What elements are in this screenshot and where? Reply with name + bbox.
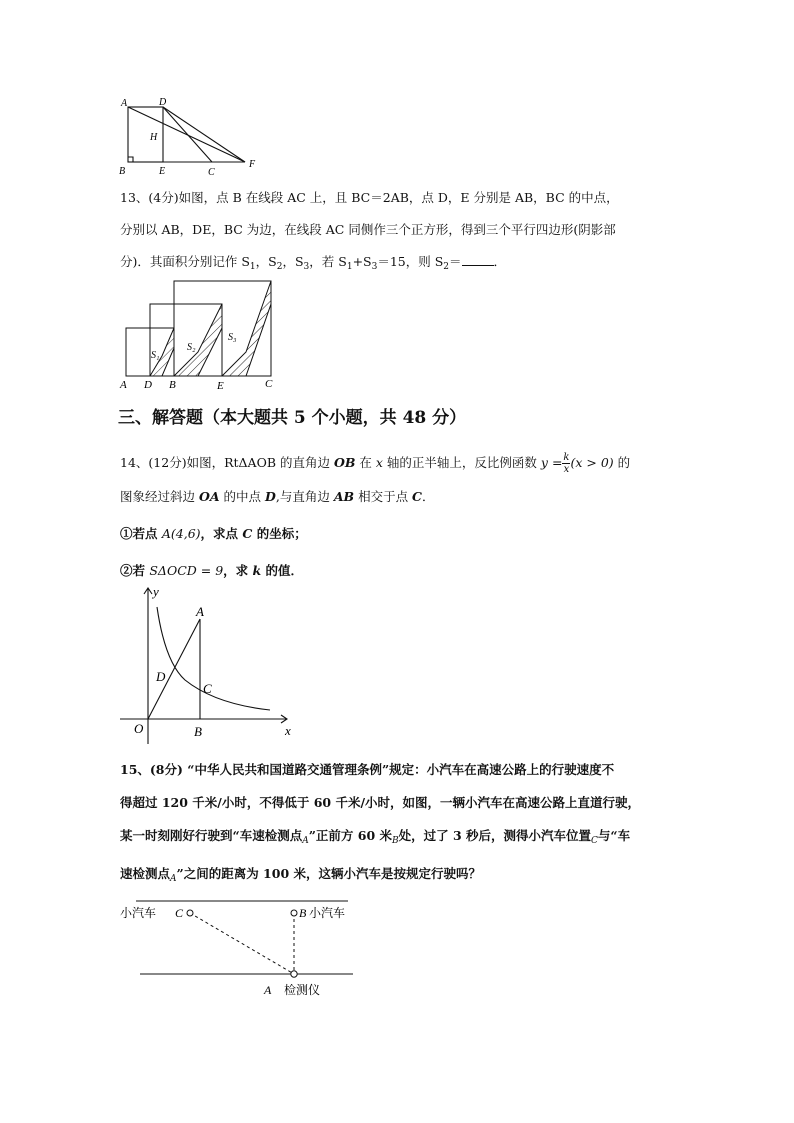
- sub: 2: [443, 262, 450, 272]
- label-C: C: [208, 167, 215, 178]
- q14-text: ．: [422, 489, 435, 504]
- point-a: A(4,6): [161, 526, 201, 541]
- q14-text: ①若点: [120, 526, 162, 541]
- point-b: [291, 910, 297, 916]
- label-S2: S₂: [187, 342, 196, 353]
- label-car-right: 小汽车: [309, 906, 346, 920]
- figure-q13: [115, 278, 290, 393]
- q15-text: 与“车: [597, 828, 631, 843]
- pt-c: C: [591, 836, 598, 846]
- label-x: x: [285, 723, 291, 738]
- right-angle-mark: [128, 157, 133, 162]
- pt-d: D: [265, 489, 276, 504]
- label-O: O: [134, 721, 144, 736]
- point-a: [291, 971, 297, 977]
- pt-a: A: [302, 836, 309, 846]
- q15-text: 某一时刻刚好行驶到“车速检测点: [120, 828, 303, 843]
- x-var: x: [375, 455, 383, 470]
- label-B: B: [169, 379, 176, 391]
- figure-q14: [115, 582, 300, 744]
- q13-text: +S: [352, 254, 372, 269]
- pt-b: B: [392, 836, 399, 846]
- label-y: y: [153, 584, 159, 599]
- label-A: A: [264, 983, 272, 997]
- point-c: [187, 910, 193, 916]
- q14-text: 图象经过斜边: [120, 489, 199, 504]
- figure-q12: [115, 95, 275, 180]
- label-E: E: [217, 380, 224, 392]
- q15-line3: [120, 826, 630, 846]
- sub: 2: [276, 262, 283, 272]
- q14-text: 轴的正半轴上，反比例函数: [382, 455, 541, 470]
- q13-line1: 13、(4分)如图，点 B 在线段 AC 上，且 BC＝2AB，点 D，E 分别是 AB，BC 的中点，: [120, 190, 619, 205]
- q14-text: 的: [613, 455, 631, 470]
- q13-text: 分)．其面积分别记作 S: [120, 254, 250, 269]
- q14-text: 的坐标；: [252, 526, 307, 541]
- q13-line2: 分别以 AB，DE，BC 为边，在线段 AC 同侧作三个正方形，得到三个平行四边形(阴影部: [120, 222, 616, 237]
- q13-text: ，若 S: [309, 254, 347, 269]
- pt-c: C: [242, 526, 253, 541]
- q14-text: ②若: [120, 563, 150, 578]
- q14-text: 的直角边: [276, 455, 334, 470]
- q15-text: ”之间的距离为 100 米，这辆小汽车是按规定行驶吗？: [176, 866, 482, 881]
- parallelogram-s3: [222, 281, 271, 376]
- q15-line4: [120, 864, 481, 884]
- q14-text: 在: [355, 455, 376, 470]
- label-D: D: [144, 379, 152, 391]
- label-D: D: [156, 669, 166, 684]
- seg-ob: OB: [333, 455, 356, 470]
- label-car-left: 小汽车: [120, 906, 157, 920]
- q15-line2: 得超过 120 千米/小时，不得低于 60 千米/小时，如图，一辆小汽车在高速公路上直道行驶，: [120, 795, 641, 810]
- func-cond: (x > 0): [570, 455, 614, 470]
- rt-triangle: RtΔAOB: [224, 455, 277, 470]
- q13-text: ＝: [449, 254, 462, 269]
- q14-text: 相交于点: [354, 489, 413, 504]
- func-y: y =: [540, 455, 563, 470]
- parallelogram-s2: [174, 304, 222, 376]
- sub: 3: [371, 262, 378, 272]
- section-title: 三、解答题（本大题共 5 个小题，共 48 分）: [118, 408, 467, 428]
- line-ca: [190, 913, 294, 974]
- q14-line2: [120, 487, 435, 505]
- label-S1: S₁: [151, 350, 160, 361]
- k-var: k: [252, 563, 262, 578]
- q14-line1: [120, 452, 630, 475]
- label-C: C: [203, 681, 212, 696]
- pt-c: C: [412, 489, 422, 504]
- sub: 1: [249, 262, 256, 272]
- q14-text: 14、(12分)如图，: [120, 455, 225, 470]
- q15-text: 处，过了 3 秒后，测得小汽车位置: [398, 828, 592, 843]
- q14-text: 的中点: [219, 489, 266, 504]
- answer-blank[interactable]: [462, 253, 494, 266]
- q14-text: ,与直角边: [275, 489, 334, 504]
- label-A: A: [120, 379, 127, 391]
- q13-line3: [120, 252, 506, 272]
- label-detector: 检测仪: [284, 983, 321, 997]
- label-F: F: [249, 159, 256, 170]
- label-B: B: [299, 906, 307, 920]
- q13-text: ＝15，则 S: [377, 254, 444, 269]
- q13-text: ．: [493, 254, 507, 269]
- q13-text: ，S: [255, 254, 277, 269]
- q15-line1: 15、(8分) “中华人民共和国道路交通管理条例”规定：小汽车在高速公路上的行驶速度不: [120, 762, 615, 777]
- area-expr: SΔOCD = 9: [149, 563, 224, 578]
- q15-text: 速检测点: [120, 866, 171, 881]
- q14-item1: [120, 524, 307, 542]
- label-C: C: [265, 378, 273, 390]
- label-B: B: [194, 724, 202, 739]
- label-B: B: [119, 166, 126, 177]
- pt-a: A: [170, 874, 177, 884]
- hyperbola-curve: [157, 607, 270, 710]
- figure-q15: [118, 893, 363, 1003]
- sub: 1: [346, 262, 353, 272]
- frac-num: k: [563, 452, 570, 463]
- label-C: C: [175, 906, 184, 920]
- q14-item2: [120, 561, 303, 579]
- label-A: A: [196, 604, 204, 619]
- label-H: H: [150, 132, 158, 143]
- q15-text: ”正前方 60 米: [308, 828, 392, 843]
- frac-den: x: [563, 464, 570, 475]
- q13-text: ，S: [282, 254, 304, 269]
- seg-oa: OA: [198, 489, 220, 504]
- seg-ab: AB: [333, 489, 355, 504]
- label-E: E: [159, 166, 166, 177]
- q14-text: 的值．: [261, 563, 304, 578]
- label-S3: S₃: [228, 332, 237, 343]
- q14-text: ，求点: [200, 526, 243, 541]
- label-A: A: [121, 98, 128, 109]
- q14-text: ，求: [223, 563, 253, 578]
- line-af: [128, 107, 245, 162]
- label-D: D: [159, 97, 167, 108]
- sub: 3: [303, 262, 310, 272]
